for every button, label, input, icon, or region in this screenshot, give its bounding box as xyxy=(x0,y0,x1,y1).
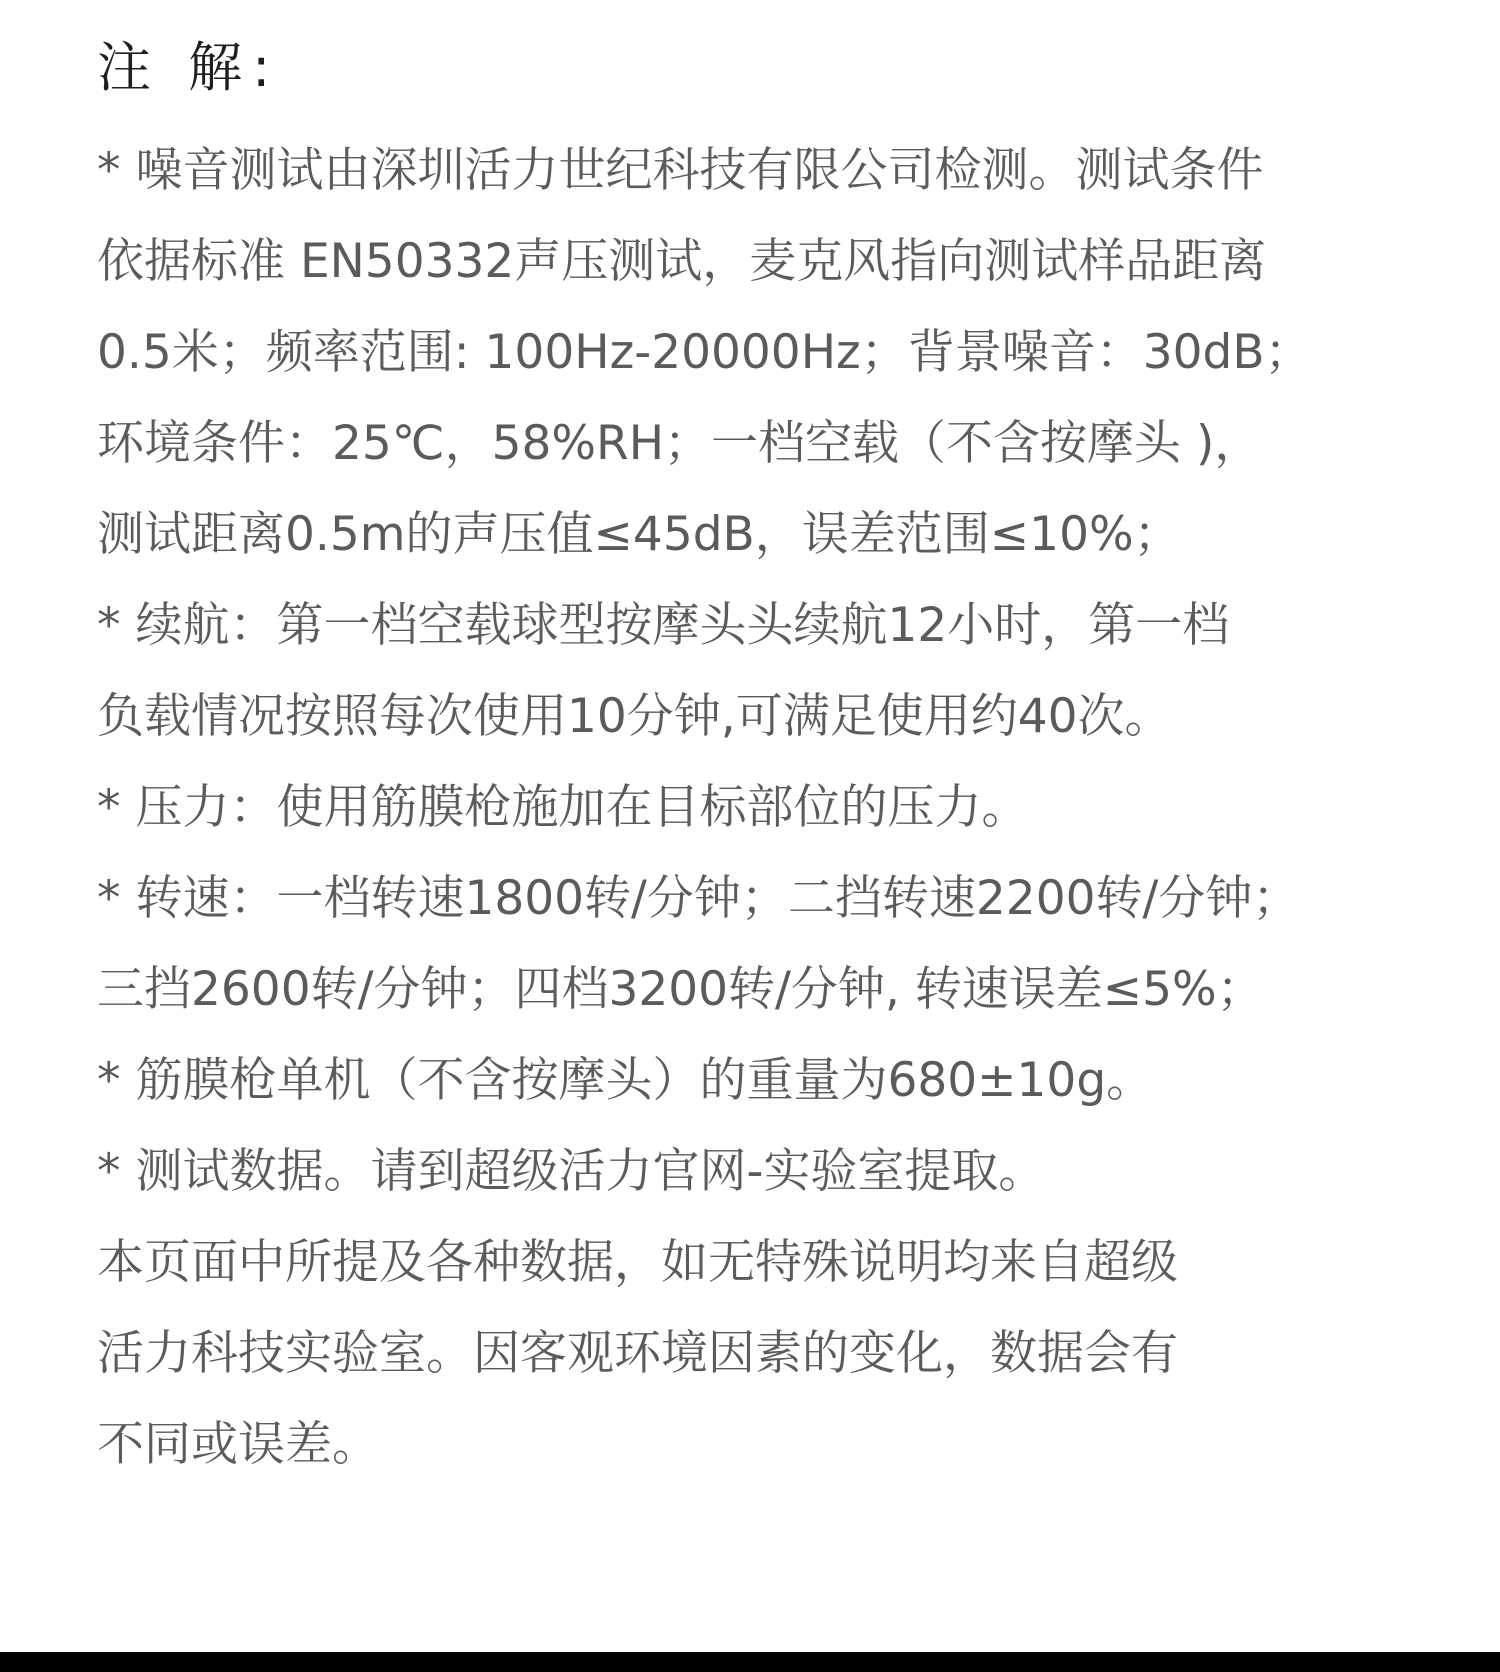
note-line: 三挡2600转/分钟；四档3200转/分钟, 转速误差≤5%； xyxy=(97,962,1264,1017)
note-line: 负载情况按照每次使用10分钟,可满足使用约40次。 xyxy=(97,689,1172,744)
note-line: 测试距离0.5m的声压值≤45dB，误差范围≤10%； xyxy=(97,507,1181,562)
note-line: 0.5米；频率范围: 100Hz-20000Hz；背景噪音：30dB； xyxy=(97,325,1312,380)
note-line: * 筋膜枪单机（不含按摩头）的重量为680±10g。 xyxy=(97,1053,1154,1108)
notes-list xyxy=(97,125,1467,1490)
note-line: * 压力：使用筋膜枪施加在目标部位的压力。 xyxy=(97,780,1029,835)
note-line: 依据标准 EN50332声压测试，麦克风指向测试样品距离 xyxy=(97,234,1267,289)
note-line: 环境条件：25℃，58%RH；一档空载（不含按摩头 )， xyxy=(97,416,1262,471)
notes-heading: 注 解: xyxy=(97,36,281,99)
note-line: * 测试数据。请到超级活力官网-实验室提取。 xyxy=(97,1144,1046,1199)
note-line: * 转速：一档转速1800转/分钟；二挡转速2200转/分钟； xyxy=(97,871,1300,926)
bottom-border xyxy=(0,1652,1500,1672)
note-line: 本页面中所提及各种数据，如无特殊说明均来自超级 xyxy=(97,1235,1178,1290)
note-line: * 噪音测试由深圳活力世纪科技有限公司检测。测试条件 xyxy=(97,143,1264,198)
note-line: * 续航：第一档空载球型按摩头头续航12小时，第一档 xyxy=(97,598,1230,653)
note-line: 不同或误差。 xyxy=(97,1417,379,1472)
note-line: 活力科技实验室。因客观环境因素的变化，数据会有 xyxy=(97,1326,1178,1381)
